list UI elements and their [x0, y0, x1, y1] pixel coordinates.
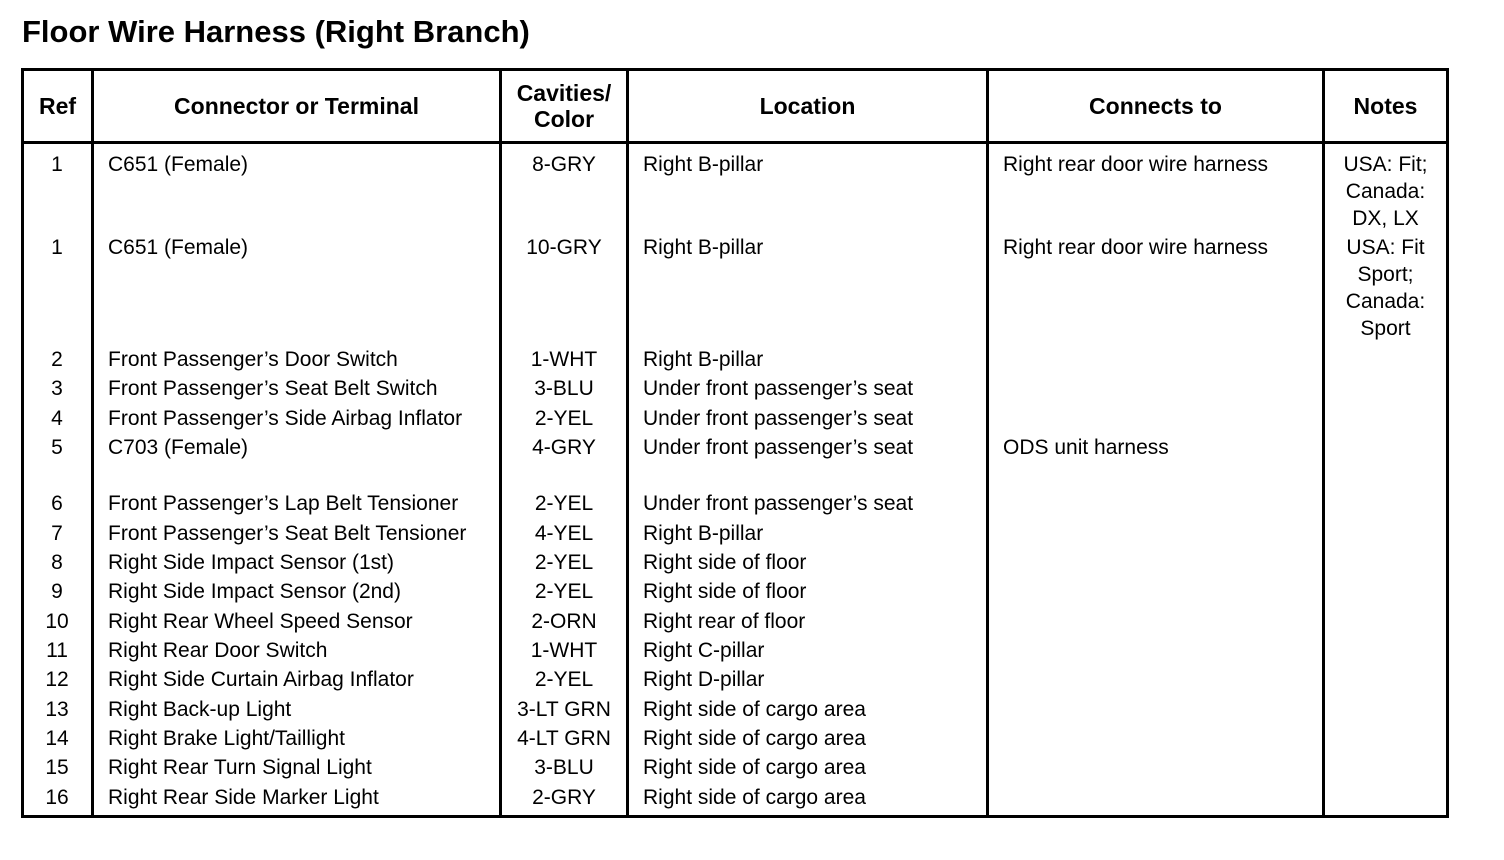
cell-cavities: 2-ORN [531, 610, 597, 633]
cell-location: Right side of cargo area [643, 698, 866, 721]
cell-cavities: 4-LT GRN [517, 727, 611, 750]
cell-cavities: 2-YEL [534, 407, 594, 430]
cell-location: Under front passenger’s seat [643, 436, 914, 459]
cell-ref: 10 [45, 610, 69, 633]
cell-location: Right side of floor [643, 580, 807, 603]
header-ref: Ref [38, 93, 77, 119]
cell-connector: Right Rear Door Switch [108, 639, 328, 662]
cell-ref: 3 [51, 377, 63, 400]
cell-ref: 14 [45, 727, 69, 750]
cell-cavities: 4-YEL [534, 522, 594, 545]
header-notes: Notes [1353, 93, 1418, 119]
cell-connector: Right Back-up Light [108, 698, 292, 721]
cell-ref: 1 [51, 236, 63, 259]
notes-line: USA: Fit; [1343, 153, 1428, 176]
cell-cavities: 3-BLU [534, 377, 594, 400]
cell-connector: Right Rear Wheel Speed Sensor [108, 610, 413, 633]
header-cavities-line1: Cavities/ [516, 80, 612, 106]
column-divider [626, 71, 629, 815]
cell-ref: 1 [51, 153, 63, 176]
cell-cavities: 2-YEL [534, 551, 594, 574]
cell-ref: 5 [51, 436, 63, 459]
notes-line: Canada: [1345, 290, 1426, 313]
cell-location: Right rear of floor [643, 610, 806, 633]
cell-location: Right C-pillar [643, 639, 765, 662]
cell-cavities: 8-GRY [532, 153, 596, 176]
cell-cavities: 3-BLU [534, 756, 594, 779]
cell-connector: Front Passenger’s Seat Belt Tensioner [108, 522, 467, 545]
cell-cavities: 10-GRY [526, 236, 602, 259]
notes-line: USA: Fit [1346, 236, 1425, 259]
cell-connects-to: Right rear door wire harness [1003, 153, 1268, 176]
cell-cavities: 2-YEL [534, 668, 594, 691]
header-cavities [502, 71, 626, 141]
notes-line: Sport [1360, 317, 1411, 340]
cell-location: Right side of floor [643, 551, 807, 574]
cell-location: Right side of cargo area [643, 727, 866, 750]
cell-ref: 12 [45, 668, 69, 691]
cell-connector: C651 (Female) [108, 236, 249, 259]
header-location: Location [759, 93, 856, 119]
cell-ref: 6 [51, 492, 63, 515]
cell-connector: Right Side Impact Sensor (2nd) [108, 580, 401, 603]
cell-connector: Right Brake Light/Taillight [108, 727, 345, 750]
cell-notes [1325, 151, 1446, 232]
cell-cavities: 2-GRY [532, 786, 596, 809]
cell-connector: Front Passenger’s Lap Belt Tensioner [108, 492, 459, 515]
harness-table [21, 68, 1449, 818]
cell-ref: 13 [45, 698, 69, 721]
cell-connector: Right Side Impact Sensor (1st) [108, 551, 394, 574]
cell-location: Right B-pillar [643, 348, 764, 371]
header-cavities-line2: Color [533, 106, 595, 132]
cell-location: Right B-pillar [643, 522, 764, 545]
cell-location: Under front passenger’s seat [643, 407, 914, 430]
column-divider [91, 71, 94, 815]
cell-ref: 9 [51, 580, 63, 603]
notes-line: Sport; [1357, 263, 1414, 286]
cell-cavities: 2-YEL [534, 580, 594, 603]
cell-connects-to: ODS unit harness [1003, 436, 1169, 459]
cell-connector: Front Passenger’s Door Switch [108, 348, 398, 371]
cell-ref: 2 [51, 348, 63, 371]
cell-location: Right side of cargo area [643, 786, 866, 809]
cell-ref: 4 [51, 407, 63, 430]
cell-location: Under front passenger’s seat [643, 492, 914, 515]
notes-line: DX, LX [1352, 207, 1419, 230]
cell-connector: Front Passenger’s Seat Belt Switch [108, 377, 438, 400]
header-connector: Connector or Terminal [174, 93, 419, 119]
cell-ref: 11 [46, 639, 68, 662]
cell-connector: C651 (Female) [108, 153, 249, 176]
cell-connector: Right Side Curtain Airbag Inflator [108, 668, 414, 691]
cell-connector: C703 (Female) [108, 436, 249, 459]
cell-cavities: 1-WHT [530, 348, 598, 371]
cell-location: Under front passenger’s seat [643, 377, 914, 400]
cell-notes [1325, 234, 1446, 342]
cell-location: Right D-pillar [643, 668, 765, 691]
cell-cavities: 3-LT GRN [517, 698, 611, 721]
cell-location: Right B-pillar [643, 236, 764, 259]
cell-cavities: 1-WHT [530, 639, 598, 662]
notes-line: Canada: [1345, 180, 1426, 203]
cell-cavities: 4-GRY [532, 436, 596, 459]
header-connects-to: Connects to [1089, 93, 1222, 119]
cell-ref: 15 [45, 756, 69, 779]
cell-ref: 8 [51, 551, 63, 574]
cell-ref: 16 [45, 786, 69, 809]
cell-location: Right B-pillar [643, 153, 764, 176]
cell-connector: Front Passenger’s Side Airbag Inflator [108, 407, 463, 430]
cell-connector: Right Rear Side Marker Light [108, 786, 379, 809]
cell-connects-to: Right rear door wire harness [1003, 236, 1268, 259]
column-divider [986, 71, 989, 815]
header-divider [24, 141, 1446, 144]
page-title: Floor Wire Harness (Right Branch) [22, 14, 530, 49]
cell-cavities: 2-YEL [534, 492, 594, 515]
cell-ref: 7 [51, 522, 63, 545]
cell-location: Right side of cargo area [643, 756, 866, 779]
cell-connector: Right Rear Turn Signal Light [108, 756, 372, 779]
